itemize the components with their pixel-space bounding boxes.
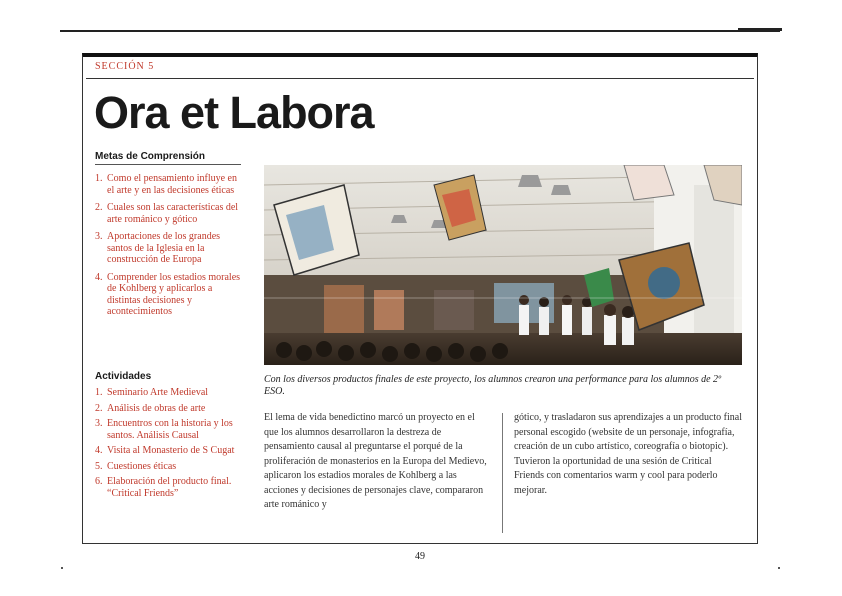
goals-list	[95, 173, 245, 324]
item-number: 3.	[95, 231, 103, 242]
goals-rule	[95, 164, 241, 165]
list-item	[95, 231, 245, 266]
activities-list	[95, 387, 245, 503]
top-crop-line	[60, 30, 780, 32]
body-column-right: gótico, y trasladaron sus aprendizajes a un producto final personal escogido (website de un personaje, infografía, creación de un cubo artístico, coreografía o biotopic). Tuvieron la oportunidad de una sesión de Critical Friends con comentarios warm y cool para poderlo mejorar.	[514, 412, 742, 496]
activities-heading: Actividades	[95, 371, 152, 382]
item-text: Encuentros con la historia y los santos. Análisis Causal	[107, 418, 233, 441]
item-text: Cuestiones éticas	[107, 460, 177, 472]
item-text: Como el pensamiento influye en el arte y en las decisiones éticas	[107, 173, 237, 196]
item-number: 4.	[95, 445, 103, 456]
list-item	[95, 202, 245, 225]
item-number: 4.	[95, 271, 103, 283]
body-column-left: El lema de vida benedictino marcó un proyecto en el que los alumnos desarrollaron la destreza de pensamiento causal al preguntarse el porqué de la proliferación de monasterios en la Europa del Medievo, aplicaron los estadios morales de Kohlberg a las acciones y decisiones de personajes clave, compararon arte románico y	[264, 412, 487, 510]
item-text: Cuales son las características del arte románico y gótico	[107, 202, 239, 225]
column-divider	[502, 413, 503, 533]
corner-tick-right	[778, 567, 780, 569]
section-label: SECCIÓN 5	[95, 61, 155, 72]
item-text: Visita al Monasterio de S Cugat	[107, 445, 235, 456]
list-item	[95, 272, 245, 318]
section-rule	[86, 78, 754, 79]
item-number: 1.	[95, 173, 103, 184]
goals-heading: Metas de Comprensión	[95, 151, 206, 162]
photo-caption: Con los diversos productos finales de este proyecto, los alumnos crearon una performance para los alumnos de 2º ESO.	[264, 374, 722, 397]
item-text: Elaboración del producto final. “Critical Friends”	[107, 476, 232, 499]
top-crop-mark	[738, 28, 782, 31]
item-number: 2.	[95, 402, 103, 414]
page-number: 49	[415, 551, 425, 562]
item-number: 5.	[95, 460, 103, 472]
list-item	[95, 445, 245, 457]
item-number: 1.	[95, 387, 103, 398]
corner-tick-left	[61, 567, 63, 569]
item-text: Aportaciones de los grandes santos de la Iglesia en la construcción de Europa	[107, 231, 221, 265]
performance-photo	[264, 165, 742, 365]
list-item	[95, 418, 245, 441]
list-item	[95, 403, 245, 415]
list-item	[95, 461, 245, 473]
item-text: Análisis de obras de arte	[107, 402, 206, 414]
photo-illustration	[264, 165, 742, 365]
item-text: Seminario Arte Medieval	[107, 387, 209, 398]
item-number: 3.	[95, 418, 103, 429]
list-item	[95, 476, 245, 499]
list-item	[95, 173, 245, 196]
page-title: Ora et Labora	[94, 87, 374, 138]
item-text: Comprender los estadios morales de Kohlberg y aplicarlos a distintas decisiones y acontecimientos	[107, 271, 241, 317]
item-number: 6.	[95, 476, 103, 487]
list-item	[95, 387, 245, 399]
item-number: 2.	[95, 202, 103, 213]
